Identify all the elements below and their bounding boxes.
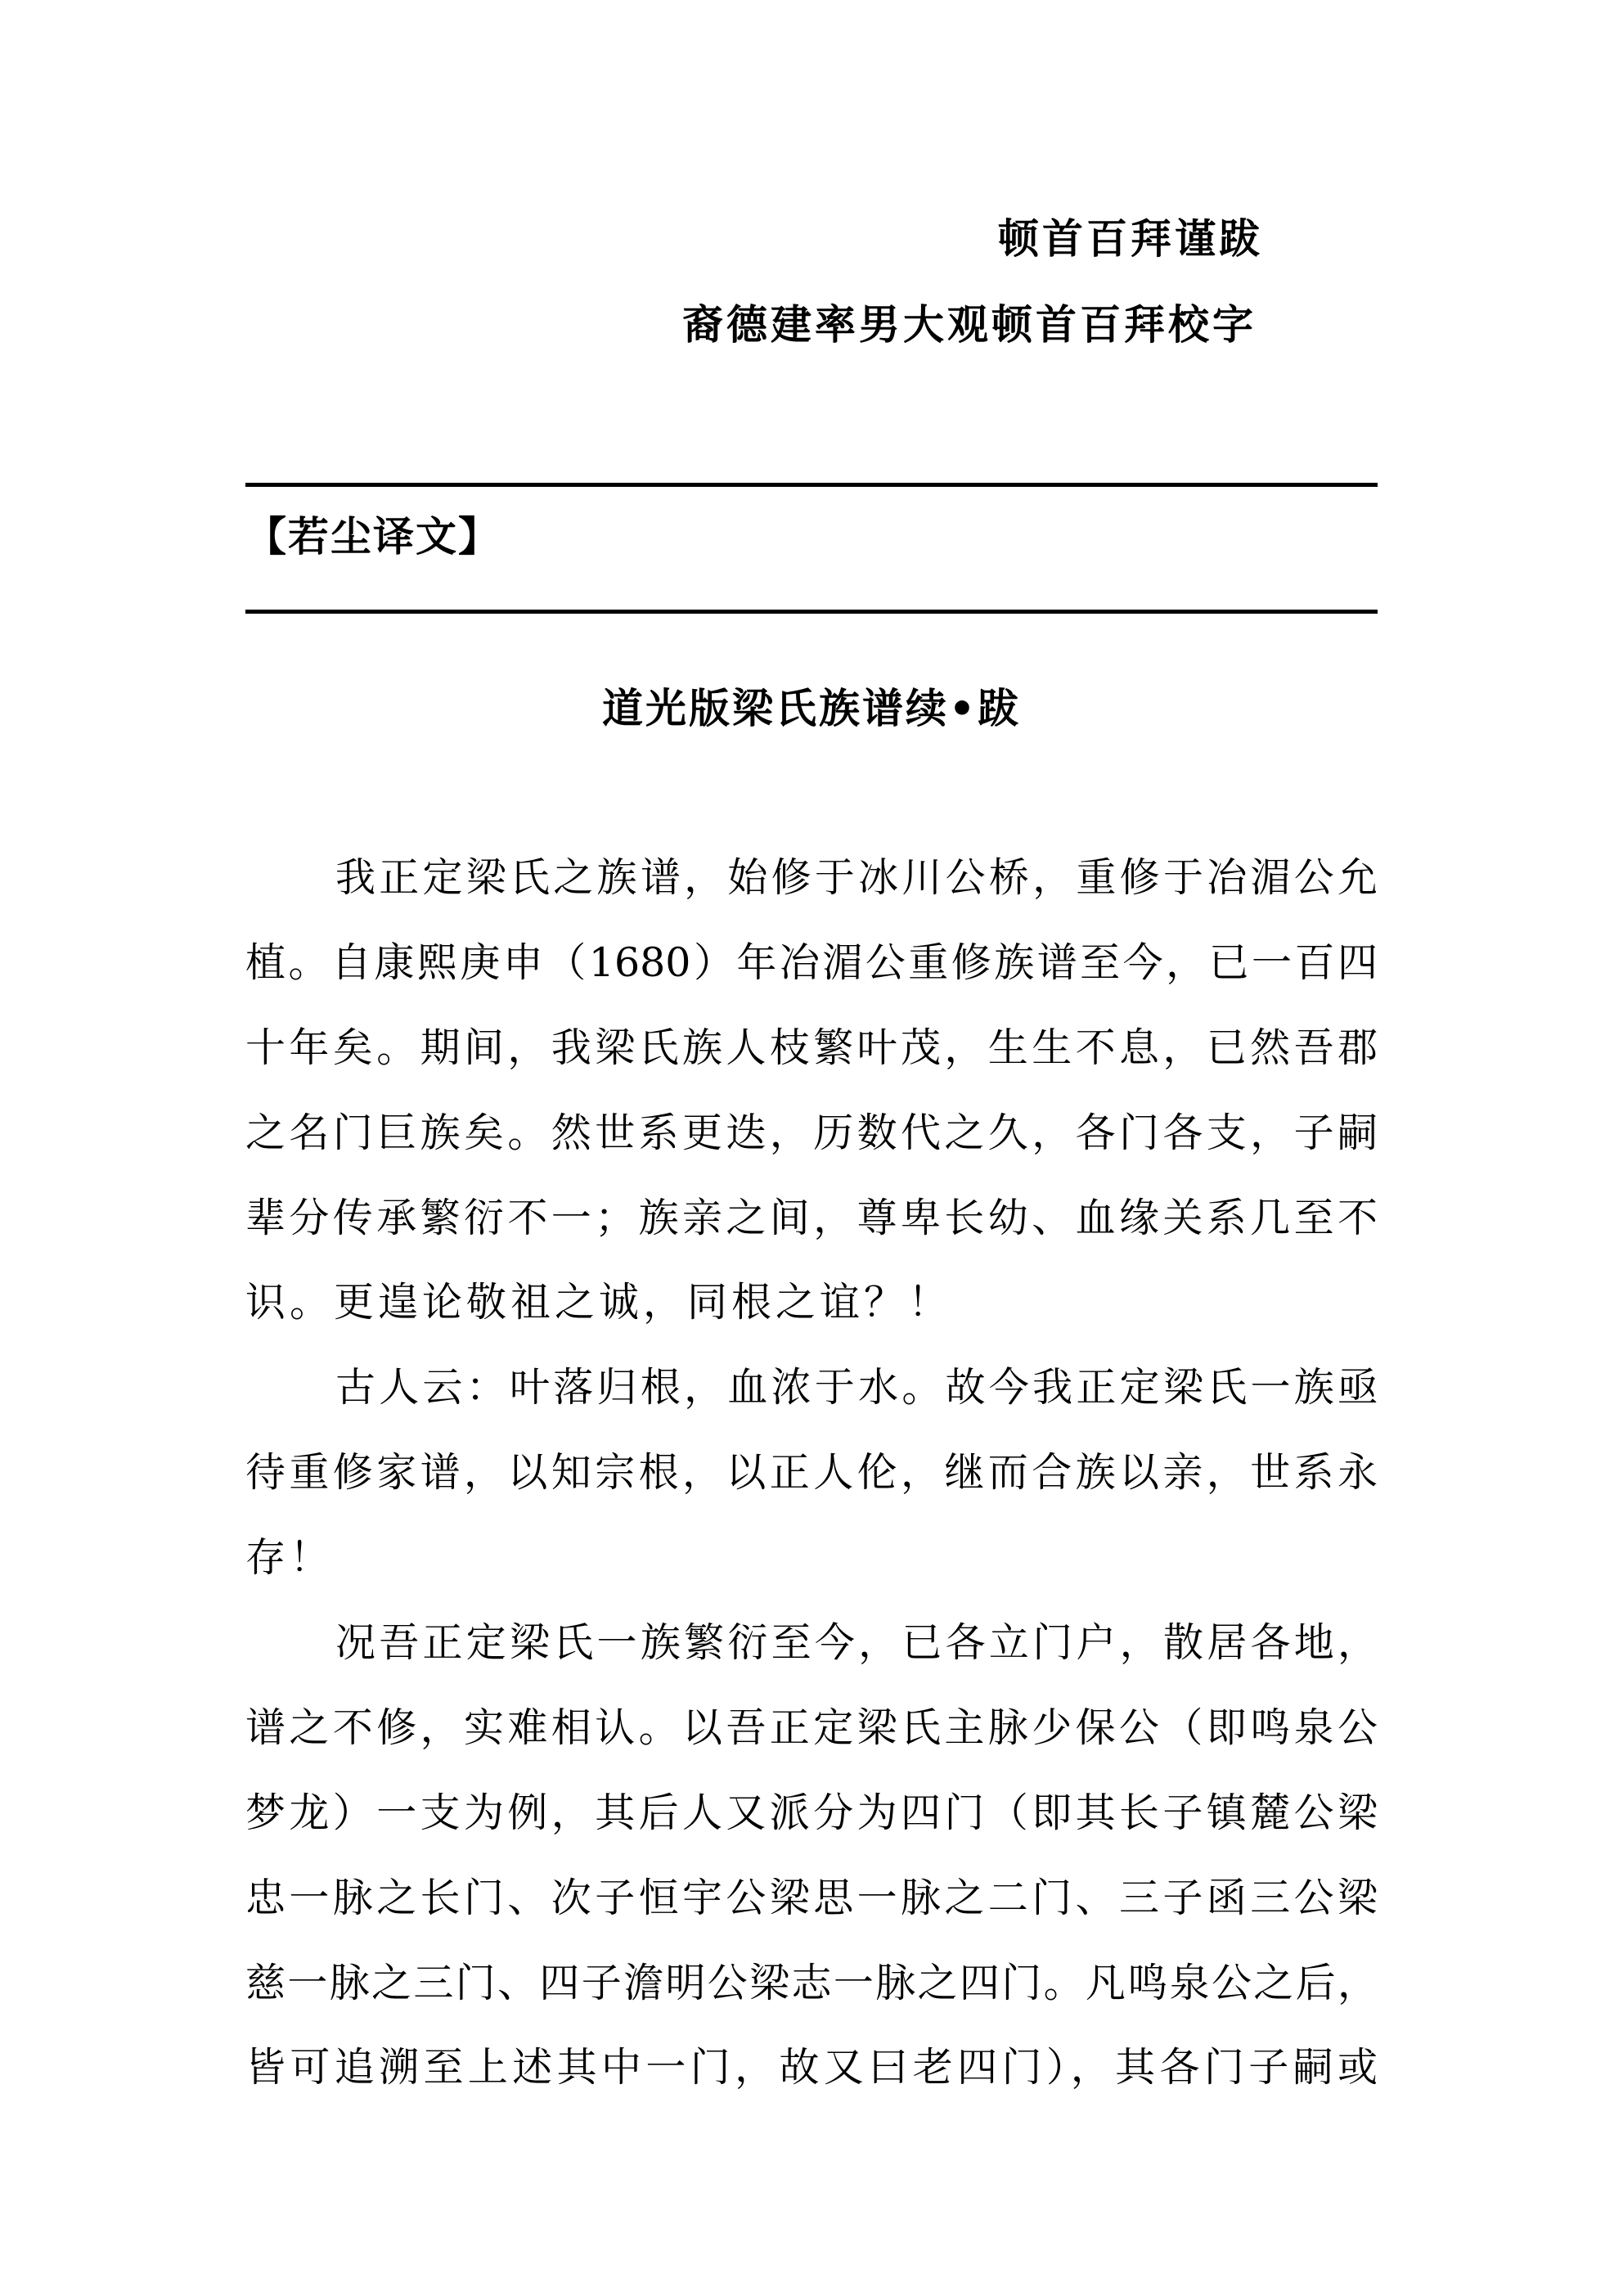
text-line: 况吾正定梁氏一族繁衍至今，已各立门户，散居各地， (335, 1619, 1378, 1667)
body-text (245, 849, 1378, 2124)
text-line: 我正定梁氏之族谱，始修于冰川公桥，重修于冶湄公允 (335, 854, 1378, 901)
text-line: 皆可追溯至上述其中一门，故又曰老四门），其各门子嗣或 (245, 2044, 1378, 2091)
divider-bottom (245, 610, 1378, 614)
document-title: 道光版梁氏族谱续•跋 (602, 684, 1021, 732)
text-line: 辈分传承繁衍不一；族亲之间，尊卑长幼、血缘关系几至不 (245, 1194, 1378, 1241)
text-line: 识。更遑论敬祖之诚，同根之谊？！ (245, 1279, 953, 1326)
text-line: 慈一脉之三门、四子澹明公梁志一脉之四门。凡鸣泉公之后， (245, 1959, 1378, 2006)
text-line: 古人云：叶落归根，血浓于水。故今我正定梁氏一族亟 (335, 1364, 1378, 1411)
paragraph-3 (245, 1614, 1378, 2124)
text-line: 待重修家谱，以知宗根，以正人伦，继而合族以亲，世系永 (245, 1449, 1378, 1497)
text-line: 梦龙）一支为例，其后人又派分为四门（即其长子镇麓公梁 (245, 1789, 1378, 1836)
text-line: 忠一脉之长门、次子恒宇公梁思一脉之二门、三子函三公梁 (245, 1874, 1378, 1921)
paragraph-2 (245, 1359, 1378, 1614)
section-heading: 【若尘译文】 (245, 512, 501, 560)
signature-line-1: 顿首百拜谨跋 (998, 214, 1263, 263)
text-line: 谱之不修，实难相认。以吾正定梁氏主脉少保公（即鸣泉公 (245, 1704, 1378, 1751)
signature-line-2: 裔德建率男大观顿首百拜校字 (682, 300, 1257, 349)
text-line: 植。自康熙庚申（1680）年冶湄公重修族谱至今，已一百四 (245, 939, 1378, 986)
paragraph-1 (245, 849, 1378, 1359)
text-line: 十年矣。期间，我梁氏族人枝繁叶茂，生生不息，已然吾郡 (245, 1024, 1378, 1071)
text-line: 存！ (245, 1534, 335, 1582)
divider-top (245, 483, 1378, 487)
text-line: 之名门巨族矣。然世系更迭，历数代之久，各门各支，子嗣 (245, 1109, 1378, 1156)
